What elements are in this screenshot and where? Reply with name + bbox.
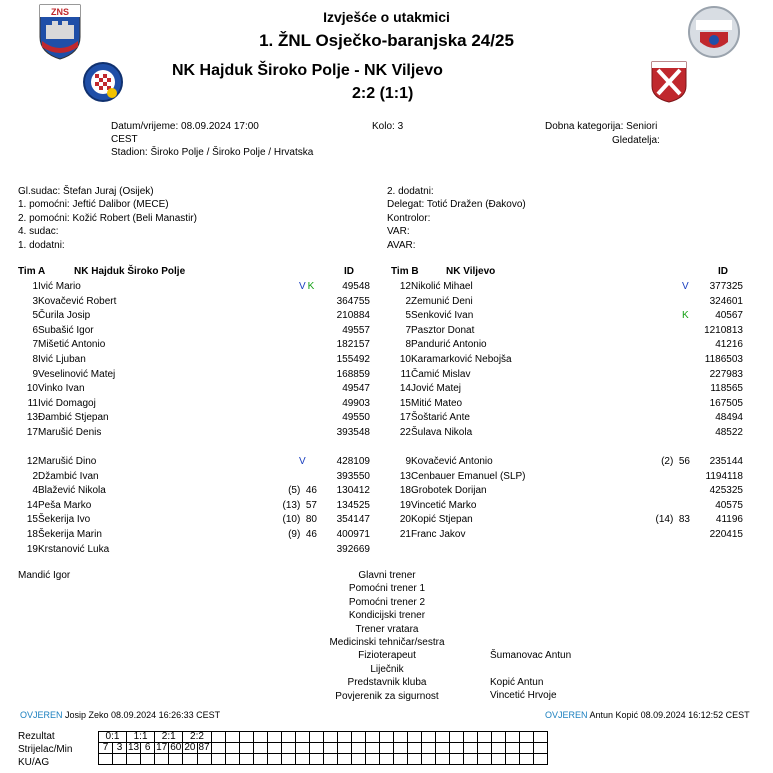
- player-id: 354147: [336, 514, 370, 526]
- scoreboard-cell: [323, 732, 337, 743]
- match-round: Kolo: 3: [372, 121, 404, 132]
- player-name: Šoštarić Ante: [411, 412, 470, 424]
- player-name: Ivić Domagoj: [38, 397, 96, 409]
- player-name: Senković Ivan: [411, 310, 474, 322]
- scoreboard-cell: [351, 743, 365, 754]
- player-id: 428109: [336, 456, 370, 467]
- scoreboard-cell: [267, 754, 281, 765]
- player-number: 2: [405, 295, 411, 307]
- scoreboard-cell: [253, 732, 267, 743]
- player-name: Šulava Nikola: [411, 427, 473, 438]
- player-name: Kopić Stjepan: [411, 514, 473, 526]
- player-id: 393548: [336, 427, 370, 438]
- player-name: Pasztor Donat: [411, 324, 475, 336]
- player-number: 18: [26, 529, 38, 540]
- player-name: Krstanović Luka: [38, 543, 110, 555]
- scoreboard-cell: [267, 743, 281, 754]
- verify-left: [20, 710, 220, 720]
- home-team-logo: [82, 61, 124, 103]
- scoreboard-cell: [183, 754, 197, 765]
- scoreboard-cell: [463, 743, 477, 754]
- scoreboard-cell: [477, 754, 491, 765]
- staff-role-label: Pomoćni trener 1: [348, 583, 426, 595]
- player-number: 15: [399, 397, 411, 409]
- staff-left-name: Mandić Igor: [18, 570, 71, 581]
- player-number: 10: [399, 354, 411, 365]
- scoreboard-cell: [393, 743, 407, 754]
- player-id: 118565: [710, 383, 743, 395]
- scoreboard-cell: [253, 743, 267, 754]
- player-id: 40567: [715, 310, 743, 322]
- verify-left-status: OVJEREN: [20, 710, 63, 720]
- player-number: 12: [399, 281, 411, 292]
- player-id: 41196: [715, 514, 743, 526]
- scoreboard-cell: [337, 743, 351, 754]
- player-number: 2: [32, 470, 38, 482]
- match-score: 2:2 (1:1): [352, 85, 414, 102]
- verify-right: [545, 710, 750, 720]
- staff-role-label: Trener vratara: [355, 623, 419, 635]
- scoreboard-cell: [365, 743, 379, 754]
- scoreboard-cell: [309, 754, 323, 765]
- scoreboard-cell: [449, 754, 463, 765]
- scoreboard-cell: [211, 743, 225, 754]
- scoreboard-cell: [127, 754, 141, 765]
- player-number: 7: [32, 339, 38, 351]
- scoreboard-cell: [379, 732, 393, 743]
- player-sub-info: (13) 57: [282, 499, 317, 511]
- player-id: 130412: [336, 485, 370, 497]
- player-id: 49557: [342, 324, 370, 336]
- player-id: 377325: [709, 281, 743, 292]
- player-name: Čamić Mislav: [411, 368, 471, 380]
- scoreboard-cell: [407, 754, 421, 765]
- official-right-line: Delegat: Totić Dražen (Đakovo): [387, 199, 526, 211]
- player-number: 14: [26, 499, 38, 511]
- player-name: Marušić Denis: [38, 427, 102, 438]
- scoreboard-cell: [99, 754, 113, 765]
- player-id: 1186503: [704, 354, 743, 365]
- scoreboard-cell: [477, 732, 491, 743]
- player-name: Grobotek Dorijan: [411, 485, 487, 497]
- player-name: Subašić Igor: [38, 324, 94, 336]
- player-name: Vinko Ivan: [38, 383, 85, 395]
- scoreboard-cell: [519, 732, 533, 743]
- scoreboard-cell: [239, 754, 253, 765]
- scoreboard-cell: [281, 732, 295, 743]
- scoreboard-row: [99, 732, 548, 743]
- scoreboard-cell: [141, 754, 155, 765]
- player-number: 10: [26, 383, 38, 395]
- player-number: 7: [405, 324, 411, 336]
- scoreboard-row: [99, 743, 548, 754]
- scoreboard-cell: 2:2: [183, 732, 211, 743]
- player-name: Cenbauer Emanuel (SLP): [411, 470, 526, 482]
- player-sub-info: (9) 46: [288, 529, 317, 540]
- scoreboard-cell: [295, 754, 309, 765]
- scoreboard-cell: 60: [170, 742, 182, 753]
- scoreboard-cell: [323, 754, 337, 765]
- official-left-line: 1. dodatni:: [18, 239, 65, 251]
- player-id: 48522: [715, 427, 743, 438]
- scoreboard-cell: [197, 754, 211, 765]
- player-name: Marušić Dino: [38, 456, 97, 467]
- player-number: 5: [405, 310, 411, 322]
- match-timezone: CEST: [111, 134, 138, 145]
- team-a-label: Tim A: [18, 266, 46, 277]
- scoreboard-cell: [449, 743, 463, 754]
- scoreboard-cell: [505, 732, 519, 743]
- player-number: 11: [400, 368, 411, 380]
- scoreboard-cell: [113, 754, 127, 765]
- player-id: 49903: [342, 397, 370, 409]
- player-number: 5: [32, 310, 38, 322]
- report-title: Izvješće o utakmici: [323, 9, 450, 25]
- player-number: 6: [32, 324, 38, 336]
- player-number: 9: [32, 368, 38, 380]
- player-id: 134525: [336, 499, 370, 511]
- scoreboard-cell: [225, 732, 239, 743]
- player-number: 15: [26, 514, 38, 526]
- team-b-label: Tim B: [391, 266, 419, 277]
- player-name: Franc Jakov: [411, 529, 466, 540]
- scoreboard-cell: [435, 754, 449, 765]
- scoreboard-cell: [267, 732, 281, 743]
- scoreboard-cell: [491, 754, 505, 765]
- staff-role-label: Fizioterapeut: [358, 650, 416, 662]
- zns-logo-text: ZNS: [51, 7, 69, 17]
- away-team-logo: [650, 60, 688, 104]
- vice-flag: V: [299, 281, 306, 292]
- scoreboard-cell: [491, 732, 505, 743]
- verify-right-status: OVJEREN: [545, 710, 588, 720]
- player-name: Nikolić Mihael: [411, 281, 473, 292]
- scoreboard-cell: [379, 754, 393, 765]
- staff-role-label: Pomoćni trener 2: [348, 596, 426, 608]
- player-name: Kovačević Robert: [38, 295, 117, 307]
- player-number: 18: [399, 485, 411, 497]
- scoreboard-cell: [435, 732, 449, 743]
- captain-flag: K: [307, 281, 315, 292]
- scoreboard-cell: [309, 732, 323, 743]
- player-number: 14: [399, 383, 411, 395]
- scoreboard-cell: [351, 754, 365, 765]
- player-id: 1194118: [705, 470, 743, 482]
- official-left-line: 4. sudac:: [18, 226, 59, 238]
- official-right-line: AVAR:: [387, 239, 416, 251]
- player-name: Ivić Mario: [38, 281, 81, 292]
- scoreboard-cell: [519, 743, 533, 754]
- staff-fizio-name: Šumanovac Antun: [490, 650, 572, 661]
- player-id: 227983: [709, 368, 743, 380]
- scoreboard-cell: 1:1: [127, 732, 155, 743]
- scoreboard-cell: [351, 732, 365, 743]
- player-id: 49550: [342, 412, 370, 424]
- scoreboard-cell: [169, 754, 183, 765]
- scoreboard-cell: [421, 743, 435, 754]
- scoreboard-cell: [239, 743, 253, 754]
- player-id: 49548: [342, 281, 370, 292]
- player-id: 400971: [336, 529, 370, 540]
- scoreboard-cell: [155, 754, 169, 765]
- player-name: Šekerija Ivo: [38, 514, 91, 526]
- player-sub-info: (14) 83: [655, 514, 690, 526]
- scoreboard-table: [98, 731, 548, 765]
- scoreboard-cell: [365, 754, 379, 765]
- scoreboard-cell: [295, 732, 309, 743]
- player-id: 182157: [336, 339, 370, 351]
- scoreboard-cell: [421, 732, 435, 743]
- scoreboard-cell: [225, 743, 239, 754]
- scoreboard-cell: [449, 732, 463, 743]
- scoreboard-cell: [239, 732, 253, 743]
- player-id: 220415: [709, 529, 743, 540]
- scoreboard-cell: [533, 743, 547, 754]
- scoreboard-cell: [253, 754, 267, 765]
- scoreboard-label-scorer: Strijelac/Min: [18, 744, 73, 755]
- scoreboard-cell: [337, 732, 351, 743]
- player-name: Đambić Stjepan: [38, 412, 109, 424]
- player-id: 49547: [342, 383, 370, 395]
- scoreboard-cell: [281, 743, 295, 754]
- player-name: Šekerija Marin: [38, 529, 102, 540]
- player-number: 8: [405, 339, 411, 351]
- player-id: 40575: [715, 499, 743, 511]
- player-name: Zemunić Deni: [411, 295, 473, 307]
- player-name: Pandurić Antonio: [411, 339, 487, 351]
- staff-povjerenik-name: Vincetić Hrvoje: [490, 690, 557, 701]
- staff-role-label: Liječnik: [370, 663, 404, 675]
- scoreboard-cell: 2:1: [155, 732, 183, 743]
- scoreboard-cell: [435, 743, 449, 754]
- team-a-name: NK Hajduk Široko Polje: [74, 266, 186, 277]
- staff-role-label: Glavni trener: [358, 570, 416, 581]
- scoreboard-cell: 0:1: [99, 732, 127, 743]
- player-id: 425325: [709, 485, 743, 497]
- spectators: Gledatelja:: [612, 135, 660, 146]
- team-b-name: NK Viljevo: [446, 266, 496, 277]
- scoreboard-cell: [211, 732, 225, 743]
- player-id: 393550: [336, 470, 370, 482]
- vice-flag: V: [682, 281, 689, 292]
- player-number: 4: [32, 485, 38, 497]
- player-name: Mišetić Antonio: [38, 339, 106, 351]
- player-name: Peša Marko: [38, 499, 92, 511]
- player-id: 41216: [715, 339, 743, 351]
- player-number: 9: [405, 456, 411, 467]
- verify-right-text: Antun Kopić 08.09.2024 16:12:52 CEST: [589, 710, 750, 720]
- official-right-line: 2. dodatni:: [387, 186, 434, 197]
- player-sub-info: (10) 80: [282, 514, 317, 526]
- player-name: Jović Matej: [411, 383, 462, 395]
- scoreboard-cell: [407, 743, 421, 754]
- scoreboard-cell: [533, 754, 547, 765]
- league-title: 1. ŽNL Osječko-baranjska 24/25: [259, 31, 514, 50]
- player-id: 364755: [336, 295, 370, 307]
- team-a-id-label: ID: [344, 266, 354, 277]
- player-id: 48494: [715, 412, 743, 424]
- scoreboard-cell: [337, 754, 351, 765]
- scoreboard-cell: [393, 754, 407, 765]
- vice-flag: V: [299, 456, 306, 467]
- player-name: Mitić Mateo: [411, 397, 463, 409]
- scoreboard-cell: [505, 743, 519, 754]
- scoreboard-cell: 87: [198, 742, 210, 753]
- official-left-line: Gl.sudac: Štefan Juraj (Osijek): [18, 186, 154, 197]
- captain-flag: K: [682, 310, 689, 322]
- scoreboard-cell: [505, 754, 519, 765]
- player-number: 22: [399, 427, 411, 438]
- scoreboard-cell: [477, 743, 491, 754]
- player-name: Blažević Nikola: [38, 485, 106, 497]
- player-name: Karamarković Nebojša: [411, 354, 512, 365]
- staff-role-label: Kondicijski trener: [348, 610, 426, 622]
- player-name: Vincetić Marko: [411, 499, 477, 511]
- scoreboard-row: [99, 754, 548, 765]
- player-id: 392669: [336, 543, 370, 555]
- player-number: 17: [26, 427, 38, 438]
- scoreboard-cell: [519, 754, 533, 765]
- scoreboard-cell: [533, 732, 547, 743]
- staff-role-label: Povjerenik za sigurnost: [335, 690, 439, 702]
- player-number: 11: [27, 397, 38, 409]
- scoreboard-cell: [365, 732, 379, 743]
- staff-role-label: Predstavnik kluba: [347, 677, 427, 689]
- player-name: Veselinović Matej: [38, 368, 116, 380]
- player-sub-info: (2) 56: [661, 456, 690, 467]
- scoreboard-label-result: Rezultat: [18, 731, 55, 742]
- player-name: Džambić Ivan: [38, 470, 99, 482]
- official-left-line: 2. pomoćni: Kožić Robert (Beli Manastir): [18, 212, 197, 224]
- player-number: 21: [399, 529, 411, 540]
- player-id: 1210813: [704, 324, 743, 336]
- scoreboard-cell: [491, 743, 505, 754]
- age-category: Dobna kategorija: Seniori: [545, 121, 658, 132]
- scoreboard-cell: [281, 754, 295, 765]
- scoreboard-cell: [379, 743, 393, 754]
- player-id: 210884: [336, 310, 370, 322]
- player-sub-info: (5) 46: [288, 485, 317, 497]
- official-right-line: Kontrolor:: [387, 212, 431, 224]
- official-left-line: 1. pomoćni: Jeftić Dalibor (MECE): [18, 199, 169, 211]
- scoreboard-cell: [393, 732, 407, 743]
- player-number: 13: [399, 470, 411, 482]
- scoreboard-cell: 13: [128, 742, 140, 753]
- verify-left-text: Josip Zeko 08.09.2024 16:26:33 CEST: [65, 710, 221, 720]
- match-title: NK Hajduk Široko Polje - NK Viljevo: [172, 62, 443, 79]
- scoreboard-cell: [463, 754, 477, 765]
- player-name: Čurila Josip: [38, 310, 91, 322]
- scoreboard-cell: 17: [156, 742, 168, 753]
- staff-predstavnik-name: Kopić Antun: [490, 677, 544, 688]
- match-datetime: Datum/vrijeme: 08.09.2024 17:00: [111, 121, 259, 132]
- player-id: 168859: [336, 368, 370, 380]
- player-number: 12: [26, 456, 38, 467]
- team-b-id-label: ID: [718, 266, 728, 277]
- scoreboard-cell: [421, 754, 435, 765]
- player-number: 8: [32, 354, 38, 365]
- scoreboard-label-cards: KU/AG: [18, 757, 50, 768]
- official-right-line: VAR:: [387, 226, 410, 238]
- player-name: Kovačević Antonio: [411, 456, 493, 467]
- player-number: 1: [32, 281, 38, 292]
- match-stadium: Stadion: Široko Polje / Široko Polje / Hrvatska: [111, 147, 314, 158]
- scoreboard-cell: [463, 732, 477, 743]
- scoreboard-cell: 20: [184, 742, 196, 753]
- player-id: 324601: [709, 295, 743, 307]
- scoreboard-cell: [323, 743, 337, 754]
- scoreboard-cell: [309, 743, 323, 754]
- scoreboard-cell: 3: [113, 743, 127, 754]
- player-name: Ivić Ljuban: [38, 354, 86, 365]
- player-id: 235144: [709, 456, 743, 467]
- scoreboard-cell: 7: [99, 743, 113, 754]
- staff-role-label: Medicinski tehničar/sestra: [329, 637, 445, 648]
- player-number: 19: [26, 543, 38, 555]
- player-number: 3: [32, 295, 38, 307]
- scoreboard-cell: 6: [141, 743, 155, 754]
- player-number: 13: [26, 412, 38, 424]
- player-number: 20: [399, 514, 411, 526]
- scoreboard-cell: [225, 754, 239, 765]
- player-role-flags: [297, 456, 306, 467]
- scoreboard-cell: [407, 732, 421, 743]
- scoreboard-cell: [211, 754, 225, 765]
- player-number: 19: [399, 499, 411, 511]
- player-id: 155492: [336, 354, 370, 365]
- player-number: 17: [399, 412, 411, 424]
- player-id: 167505: [709, 397, 743, 409]
- scoreboard-cell: [295, 743, 309, 754]
